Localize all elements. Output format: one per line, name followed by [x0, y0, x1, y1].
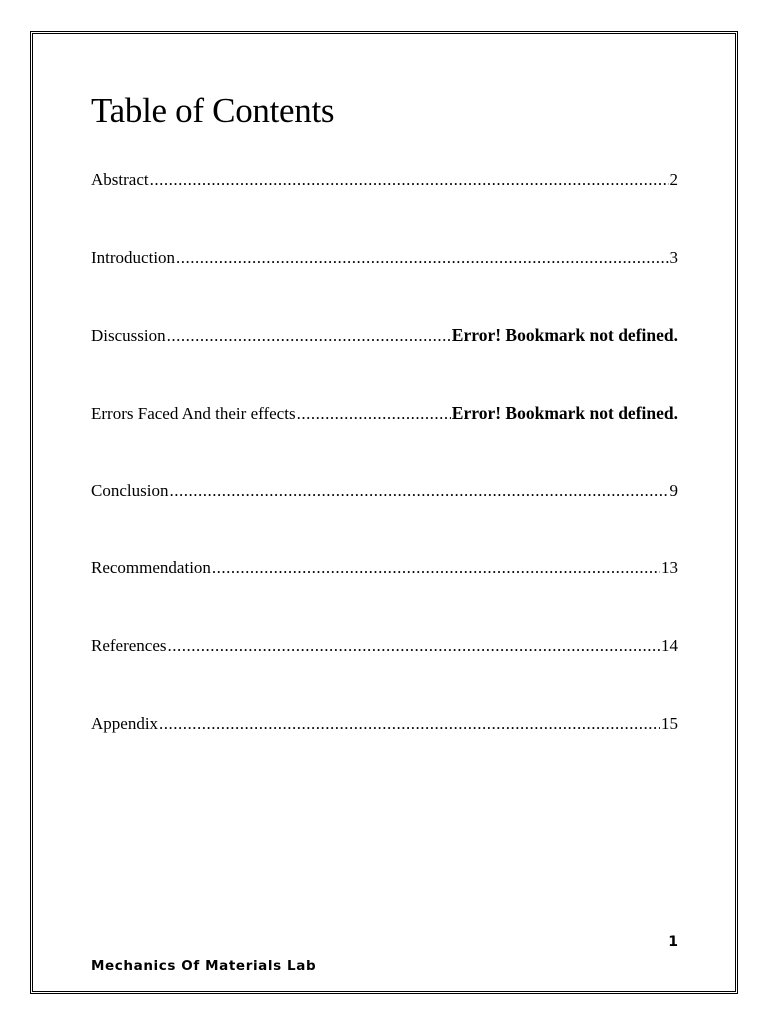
footer-page-number: 1: [668, 934, 678, 950]
toc-entry-abstract[interactable]: [91, 166, 678, 244]
toc-entry-page: 14: [661, 636, 678, 656]
toc-entry-label: Introduction: [91, 247, 176, 267]
toc-dot-leader: [212, 554, 660, 582]
toc-entry-label: Recommendation: [91, 558, 211, 578]
toc-entry-label: Errors Faced And their effects: [91, 404, 296, 424]
toc-entry-page: 13: [661, 558, 678, 578]
toc-entry-page-error: Error! Bookmark not defined.: [451, 403, 678, 424]
toc-dot-leader: [159, 710, 660, 738]
toc-entry-errors-faced[interactable]: [91, 399, 678, 477]
toc-entry-references[interactable]: [91, 632, 678, 710]
toc-dot-leader: [167, 322, 451, 350]
toc-entry-page: 3: [669, 247, 678, 267]
toc-list: [91, 166, 678, 788]
toc-entry-label: Appendix: [91, 713, 159, 733]
toc-entry-appendix[interactable]: [91, 710, 678, 788]
toc-dot-leader: [169, 477, 668, 505]
toc-entry-label: Conclusion: [91, 480, 169, 500]
toc-entry-page-error: Error! Bookmark not defined.: [451, 325, 678, 346]
footer-title: Mechanics Of Materials Lab: [91, 958, 317, 974]
toc-entry-label: Abstract: [91, 170, 149, 189]
toc-entry-introduction[interactable]: [91, 244, 678, 322]
toc-entry-discussion[interactable]: [91, 321, 678, 399]
toc-entry-page: 9: [669, 480, 678, 500]
toc-dot-leader: [176, 244, 668, 272]
toc-entry-recommendation[interactable]: [91, 554, 678, 632]
toc-entry-label: References: [91, 636, 167, 656]
toc-dot-leader: [168, 632, 660, 660]
toc-dot-leader: [150, 166, 669, 194]
toc-entry-page: 15: [661, 713, 678, 733]
toc-entry-conclusion[interactable]: [91, 477, 678, 555]
toc-dot-leader: [297, 400, 451, 428]
toc-entry-page: 2: [669, 170, 678, 189]
toc-title: Table of Contents: [91, 91, 335, 130]
toc-entry-label: Discussion: [91, 326, 166, 346]
